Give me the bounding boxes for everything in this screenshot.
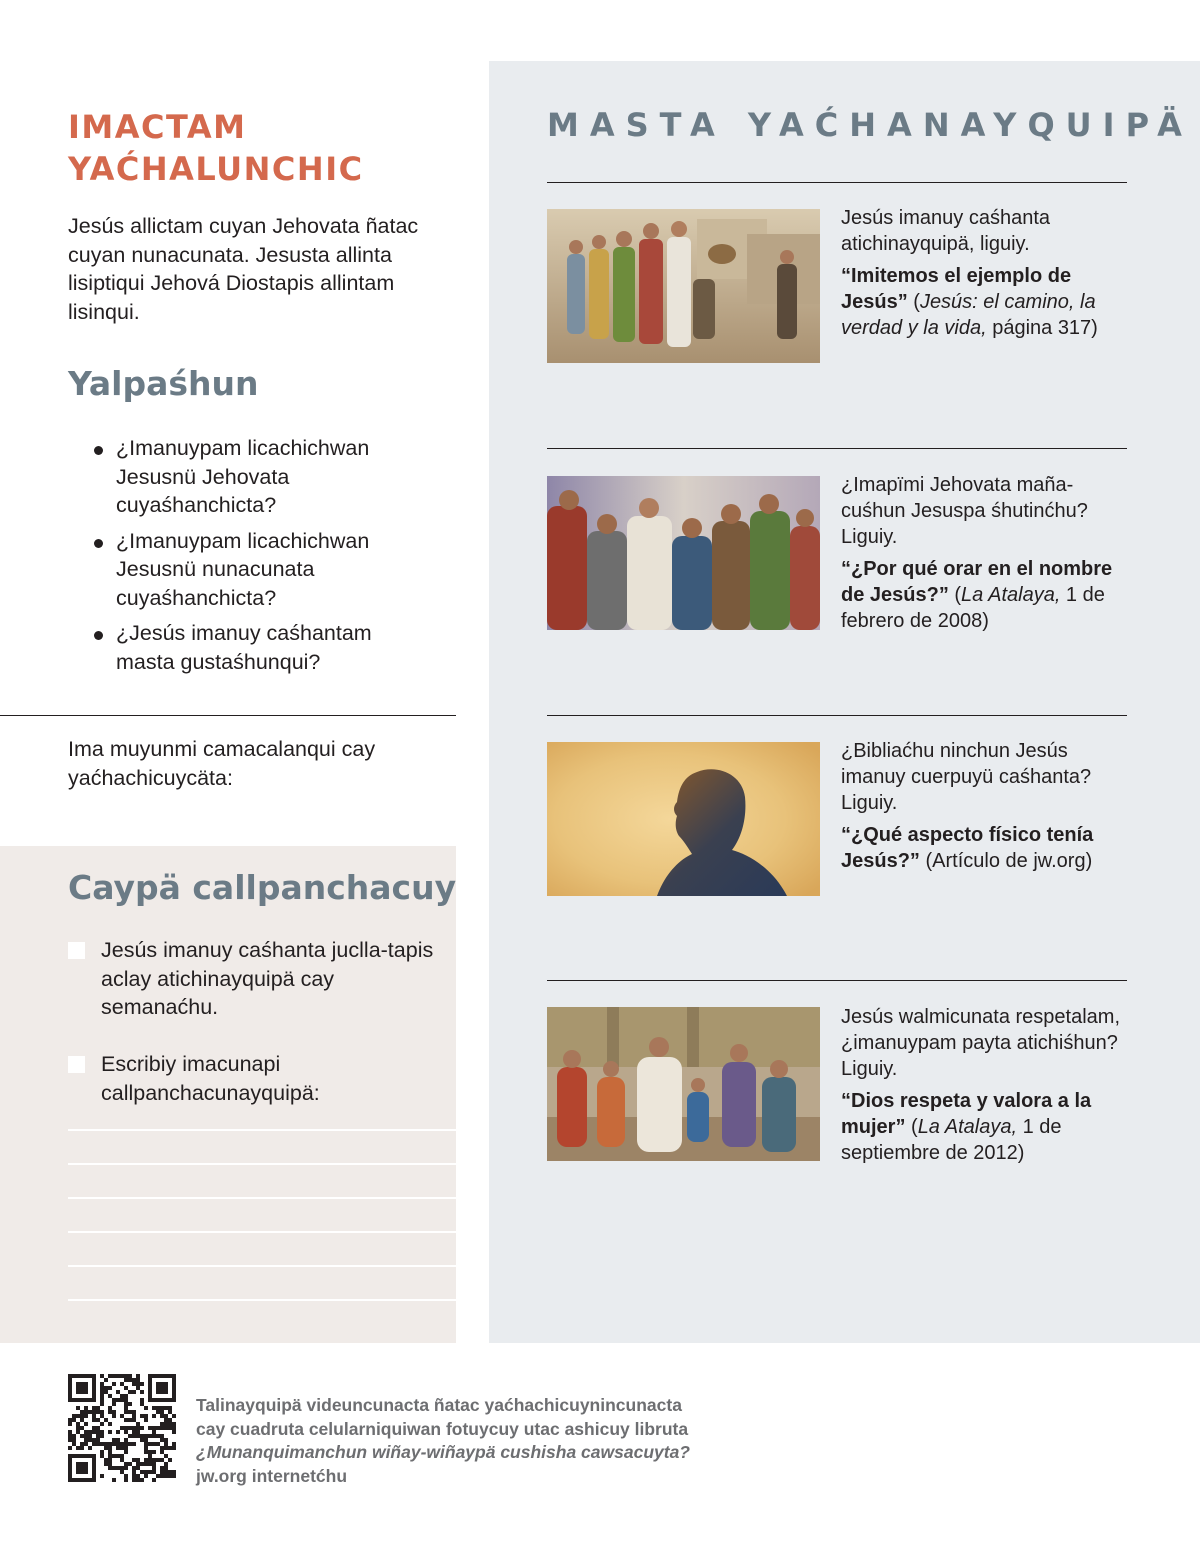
discover-item <box>841 738 1131 874</box>
reference-title: “Imitemos el ejemplo de Jesús” <box>841 265 1072 313</box>
summary-title-line2: YAĆHALUNCHIC <box>68 150 364 188</box>
footer-line: cay cuadruta celularniquiwan fotuycuy utac ashicuy libruta <box>196 1418 689 1439</box>
footer-text <box>196 1394 756 1488</box>
jesus-with-disciples-street-image <box>547 209 820 363</box>
discover-question: Jesús walmicunata respetalam, ¿imanuypam payta atichiśhun? Liguiy. <box>841 1006 1121 1080</box>
discover-reference[interactable] <box>841 1088 1131 1166</box>
disciples-gathered-image <box>547 476 820 630</box>
reference-title: “¿Qué aspecto físico tenía Jesús?” <box>841 824 1094 872</box>
goal-checkbox[interactable] <box>68 942 85 959</box>
write-in-line[interactable] <box>68 1265 456 1267</box>
discover-reference[interactable] <box>841 822 1131 874</box>
qr-code-icon[interactable] <box>68 1374 176 1482</box>
summary-title <box>68 106 448 190</box>
discover-item <box>841 1004 1131 1166</box>
item-divider <box>547 182 1127 183</box>
jesus-silhouette-image <box>547 742 820 896</box>
silhouette-icon <box>547 742 820 896</box>
footer-book-title[interactable]: ¿Munanquimanchun wiñay-wiñaypä cushisha cawsacuyta? <box>196 1442 690 1462</box>
write-in-line[interactable] <box>68 1197 456 1199</box>
discover-item <box>841 472 1131 634</box>
illustration-icon <box>547 476 820 630</box>
review-heading: Yalpaśhun <box>68 364 259 403</box>
write-in-line[interactable] <box>68 1231 456 1233</box>
reference-page: 1 de septiembre de 2012) <box>841 1116 1062 1164</box>
discover-question: Jesús imanuy caśhanta atichinayquipä, liguiy. <box>841 207 1051 255</box>
goals-heading: Caypä callpanchacuy <box>68 868 457 907</box>
item-divider <box>547 715 1127 716</box>
goal-checkbox[interactable] <box>68 1056 85 1073</box>
reference-detail: ( <box>907 291 920 313</box>
discover-question: ¿Imapïmi Jehovata maña-cuśhun Jesuspa śhutinćhu? Liguiy. <box>841 474 1088 548</box>
review-question: ¿Imanuypam licachichwan Jesusnü Jehovata cuyaśhanchicta? <box>92 434 432 520</box>
reference-source: Jesús: el camino, la verdad y la vida, <box>841 291 1096 339</box>
item-divider <box>547 980 1127 981</box>
reference-source: La Atalaya, <box>961 584 1061 606</box>
review-question: ¿Jesús imanuy caśhantam masta gustaśhunqui? <box>92 619 432 676</box>
review-list <box>92 434 432 683</box>
discover-reference[interactable] <box>841 263 1131 341</box>
reference-detail: ( <box>905 1116 918 1138</box>
reference-title: “Dios respeta y valora a la mujer” <box>841 1090 1092 1138</box>
goal-item <box>68 936 448 1022</box>
reference-page: 1 de febrero de 2008) <box>841 584 1105 632</box>
reference-source: La Atalaya, <box>917 1116 1018 1138</box>
jesus-with-women-and-children-image <box>547 1007 820 1161</box>
goal-item-label: Escribiy imacunapi callpanchacunayquipä: <box>101 1052 320 1105</box>
write-in-line[interactable] <box>68 1129 456 1131</box>
reference-detail: ( <box>948 584 962 606</box>
item-divider <box>547 448 1127 449</box>
summary-text: Jesús allictam cuyan Jehovata ñatac cuyan nunacunata. Jesusta allinta lisiptiqui Jehová Diostapis allintam lisinqui. <box>68 214 419 324</box>
discover-item <box>841 205 1131 341</box>
goal-item-label: Jesús imanuy caśhanta juclla-tapis aclay atichinayquipä cay semanaćhu. <box>101 938 434 1019</box>
section-divider <box>0 715 456 716</box>
reference-title: “¿Por qué orar en el nombre de Jesús?” <box>841 558 1113 606</box>
summary-title-line1: IMACTAM <box>68 108 247 146</box>
goal-item <box>68 1050 448 1107</box>
discover-reference[interactable] <box>841 556 1131 634</box>
footer-line: Talinayquipä videuncunacta ñatac yaćhachicuynincunacta <box>196 1395 682 1415</box>
reference-page: página 317) <box>986 317 1098 339</box>
review-question: ¿Imanuypam licachichwan Jesusnü nunacunata cuyaśhanchicta? <box>92 527 432 613</box>
discover-heading: MASTA YAĆHANAYQUIPÄ <box>547 106 1193 144</box>
illustration-icon <box>547 209 820 363</box>
my-view-text: Ima muyunmi camacalanqui cay yaćhachicuycäta: <box>68 737 376 790</box>
illustration-icon <box>547 1007 820 1161</box>
write-in-line[interactable] <box>68 1163 456 1165</box>
qr-code-pattern <box>68 1374 176 1482</box>
write-in-line[interactable] <box>68 1299 456 1301</box>
footer-website[interactable]: jw.org internetćhu <box>196 1465 348 1486</box>
reference-detail: (Artículo de jw.org) <box>919 850 1093 872</box>
discover-question: ¿Bibliaćhu ninchun Jesús imanuy cuerpuyü caśhanta? Liguiy. <box>841 740 1092 814</box>
